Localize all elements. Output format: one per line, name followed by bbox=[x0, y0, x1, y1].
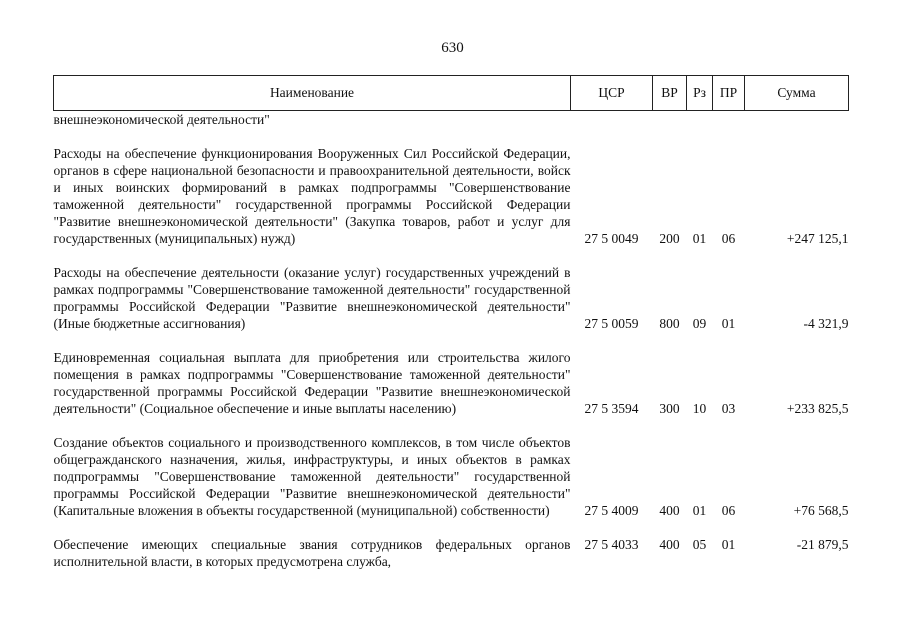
row-vr: 300 bbox=[659, 401, 680, 416]
column-header-rz: Рз bbox=[687, 76, 713, 111]
column-header-name: Наименование bbox=[54, 76, 571, 111]
row-pr: 01 bbox=[721, 316, 736, 331]
row-vr: 800 bbox=[659, 316, 680, 331]
table-row bbox=[54, 434, 849, 519]
column-header-csr: ЦСР bbox=[571, 76, 653, 111]
row-rz: 01 bbox=[692, 231, 707, 246]
row-pr: 06 bbox=[721, 231, 736, 246]
row-name: Обеспечение имеющих специальные звания сотрудников федеральных органов исполнительной власти, в которых предусмотрена служба, bbox=[53, 537, 571, 569]
row-vr: 200 bbox=[659, 231, 680, 246]
row-rz: 10 bbox=[692, 401, 707, 416]
column-header-sum: Сумма bbox=[745, 76, 849, 111]
continuation-text: внешнеэкономической деятельности" bbox=[53, 112, 270, 127]
row-sum: +247 125,1 bbox=[786, 231, 849, 246]
row-vr: 400 bbox=[659, 503, 680, 518]
row-pr: 06 bbox=[721, 503, 736, 518]
row-sum: -21 879,5 bbox=[796, 537, 849, 552]
continuation-row bbox=[54, 111, 849, 129]
row-name: Расходы на обеспечение функционирования Вооруженных Сил Российской Федерации, органов в сфере национальной безопасности и правоохранительной деятельности, войск и иных воинских формирований в рамках подпрограммы "Совершенствование таможенной деятельности" государственной программы Российской Федерации "Развитие внешнеэкономической деятельности" (Закупка товаров, работ и услуг для государственных (муниципальных) нужд) bbox=[53, 146, 571, 246]
table-row bbox=[54, 536, 849, 570]
row-sum: +233 825,5 bbox=[786, 401, 849, 416]
row-pr: 01 bbox=[721, 537, 736, 552]
table-row bbox=[54, 145, 849, 247]
row-rz: 05 bbox=[692, 537, 707, 552]
row-csr: 27 5 4009 bbox=[584, 503, 639, 518]
row-csr: 27 5 0049 bbox=[584, 231, 639, 246]
row-rz: 01 bbox=[692, 503, 707, 518]
table-row bbox=[54, 349, 849, 417]
column-header-vr: ВР bbox=[653, 76, 687, 111]
row-rz: 09 bbox=[692, 316, 707, 331]
row-sum: -4 321,9 bbox=[803, 316, 849, 331]
budget-table bbox=[53, 75, 849, 570]
row-csr: 27 5 3594 bbox=[584, 401, 639, 416]
table-header-row bbox=[54, 76, 849, 111]
page-number: 630 bbox=[441, 40, 464, 56]
row-name: Единовременная социальная выплата для приобретения или строительства жилого помещения в рамках подпрограммы "Совершенствование таможенной деятельности" государственной программы Российской Федерации "Развитие внешнеэкономической деятельности" (Социальное обеспечение и иные выплаты населению) bbox=[53, 350, 571, 416]
row-pr: 03 bbox=[721, 401, 736, 416]
row-csr: 27 5 4033 bbox=[584, 537, 639, 552]
column-header-pr: ПР bbox=[713, 76, 745, 111]
row-name: Расходы на обеспечение деятельности (оказание услуг) государственных учреждений в рамках подпрограммы "Совершенствование таможенной деятельности" государственной программы Российской Федерации "Развитие внешнеэкономической деятельности" (Иные бюджетные ассигнования) bbox=[53, 265, 571, 331]
row-name: Создание объектов социального и производственного комплексов, в том числе объектов общегражданского назначения, жилья, инфраструктуры, и иных объектов в рамках подпрограммы "Совершенствование таможенной деятельности" государственной программы Российской Федерации "Развитие внешнеэкономической деятельности" (Капитальные вложения в объекты государственной (муниципальной) собственности) bbox=[53, 435, 571, 518]
row-vr: 400 bbox=[659, 537, 680, 552]
row-csr: 27 5 0059 bbox=[584, 316, 639, 331]
table-row bbox=[54, 264, 849, 332]
row-sum: +76 568,5 bbox=[793, 503, 849, 518]
